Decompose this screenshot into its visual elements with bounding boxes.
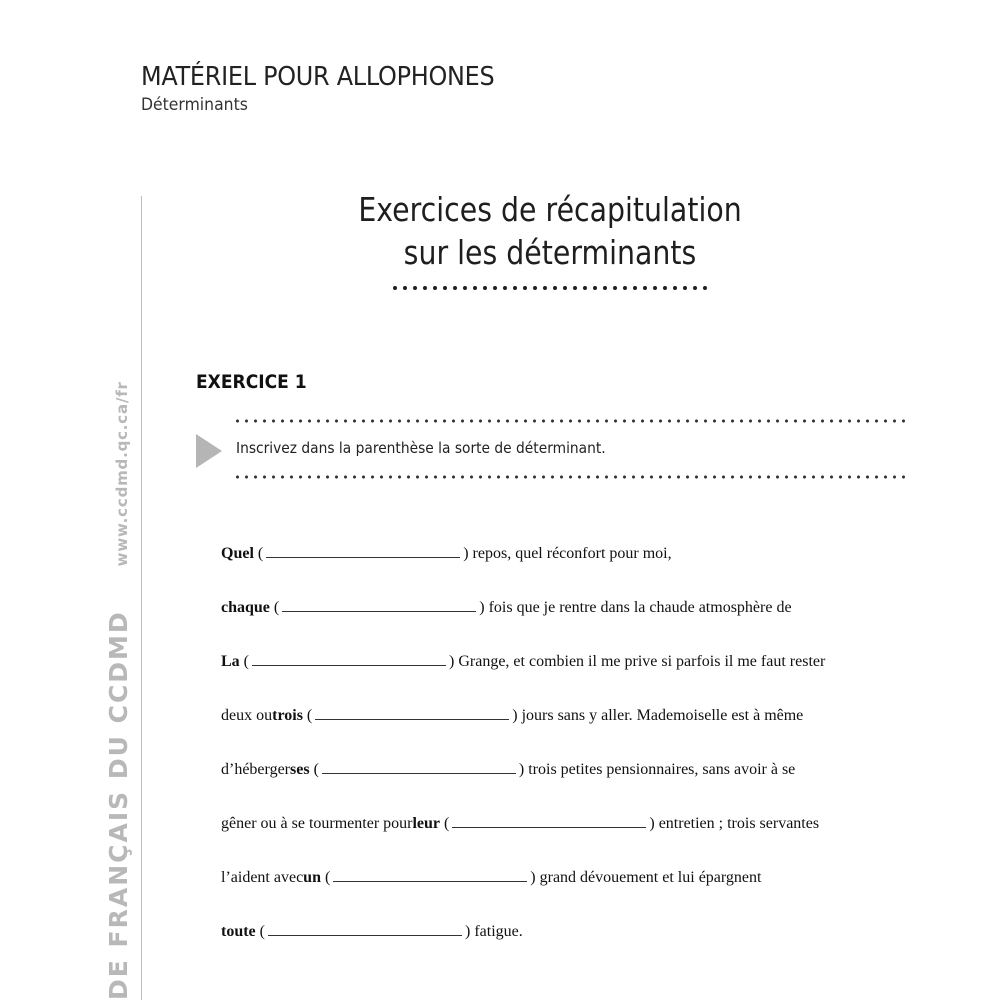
side-vertical-text xyxy=(104,381,133,1000)
open-parenthesis: ( xyxy=(253,545,264,562)
determiner-word: Quel xyxy=(221,545,254,562)
exercise-line xyxy=(221,544,672,568)
answer-blank[interactable] xyxy=(252,652,446,666)
answer-blank[interactable] xyxy=(282,598,476,612)
answer-blank[interactable] xyxy=(268,922,462,936)
open-parenthesis: ( xyxy=(320,869,331,886)
exercise-line xyxy=(221,814,819,838)
determiner-word: un xyxy=(303,869,321,886)
answer-blank[interactable] xyxy=(315,706,509,720)
answer-blank[interactable] xyxy=(452,814,646,828)
determiner-word: trois xyxy=(272,707,303,724)
line-text-after: ) grand dévouement et lui épargnent xyxy=(530,869,762,886)
exercise-instruction: Inscrivez dans la parenthèse la sorte de déterminant. xyxy=(236,439,606,457)
line-text-before: deux ou xyxy=(221,707,273,724)
header-series: MATÉRIEL POUR ALLOPHONES xyxy=(141,62,495,92)
exercise-heading: EXERCICE 1 xyxy=(196,371,307,393)
page-title-line-1: Exercices de récapitulation xyxy=(358,190,742,229)
determiner-word: chaque xyxy=(221,599,270,616)
open-parenthesis: ( xyxy=(255,923,265,940)
exercise-line xyxy=(221,868,761,892)
side-rule xyxy=(141,196,142,1000)
title-dotted-divider xyxy=(390,283,711,293)
line-text-after: ) fois que je rentre dans la chaude atmosphère de xyxy=(479,599,792,616)
exercise-line xyxy=(221,922,523,946)
line-text-after: ) trois petites pensionnaires, sans avoir à se xyxy=(518,761,796,778)
line-text-before: d’héberger xyxy=(221,761,290,778)
open-parenthesis: ( xyxy=(302,707,313,724)
determiner-word: ses xyxy=(290,761,310,778)
answer-blank[interactable] xyxy=(322,760,516,774)
instruction-dotted-divider-top xyxy=(233,418,905,424)
open-parenthesis: ( xyxy=(440,815,450,832)
side-url: www.ccdmd.qc.ca/fr xyxy=(113,381,131,567)
line-text-after: ) jours sans y aller. Mademoiselle est à même xyxy=(512,707,804,724)
determiner-word: La xyxy=(221,653,240,670)
exercise-line xyxy=(221,652,825,676)
line-text-before: l’aident avec xyxy=(221,869,304,886)
instruction-dotted-divider-bottom xyxy=(233,474,905,480)
exercise-line xyxy=(221,598,792,622)
line-text-after: ) repos, quel réconfort pour moi, xyxy=(463,545,672,562)
line-text-before: gêner ou à se tourmenter pour xyxy=(221,815,413,832)
header-topic: Déterminants xyxy=(141,95,248,115)
line-text-after: ) fatigue. xyxy=(464,923,523,940)
open-parenthesis: ( xyxy=(239,653,249,670)
line-text-after: ) entretien ; trois servantes xyxy=(649,815,820,832)
line-text-after: ) Grange, et combien il me prive si parfois il me faut rester xyxy=(449,653,826,670)
open-parenthesis: ( xyxy=(269,599,280,616)
answer-blank[interactable] xyxy=(266,544,460,558)
page-title-line-2: sur les déterminants xyxy=(403,233,697,272)
open-parenthesis: ( xyxy=(309,761,319,778)
exercise-line xyxy=(221,706,803,730)
determiner-word: toute xyxy=(221,923,256,940)
side-publisher: DE FRANÇAIS DU CCDMD xyxy=(104,610,133,1000)
triangle-arrow-icon xyxy=(196,434,222,468)
determiner-word: leur xyxy=(412,815,441,832)
exercise-line xyxy=(221,760,795,784)
answer-blank[interactable] xyxy=(333,868,527,882)
